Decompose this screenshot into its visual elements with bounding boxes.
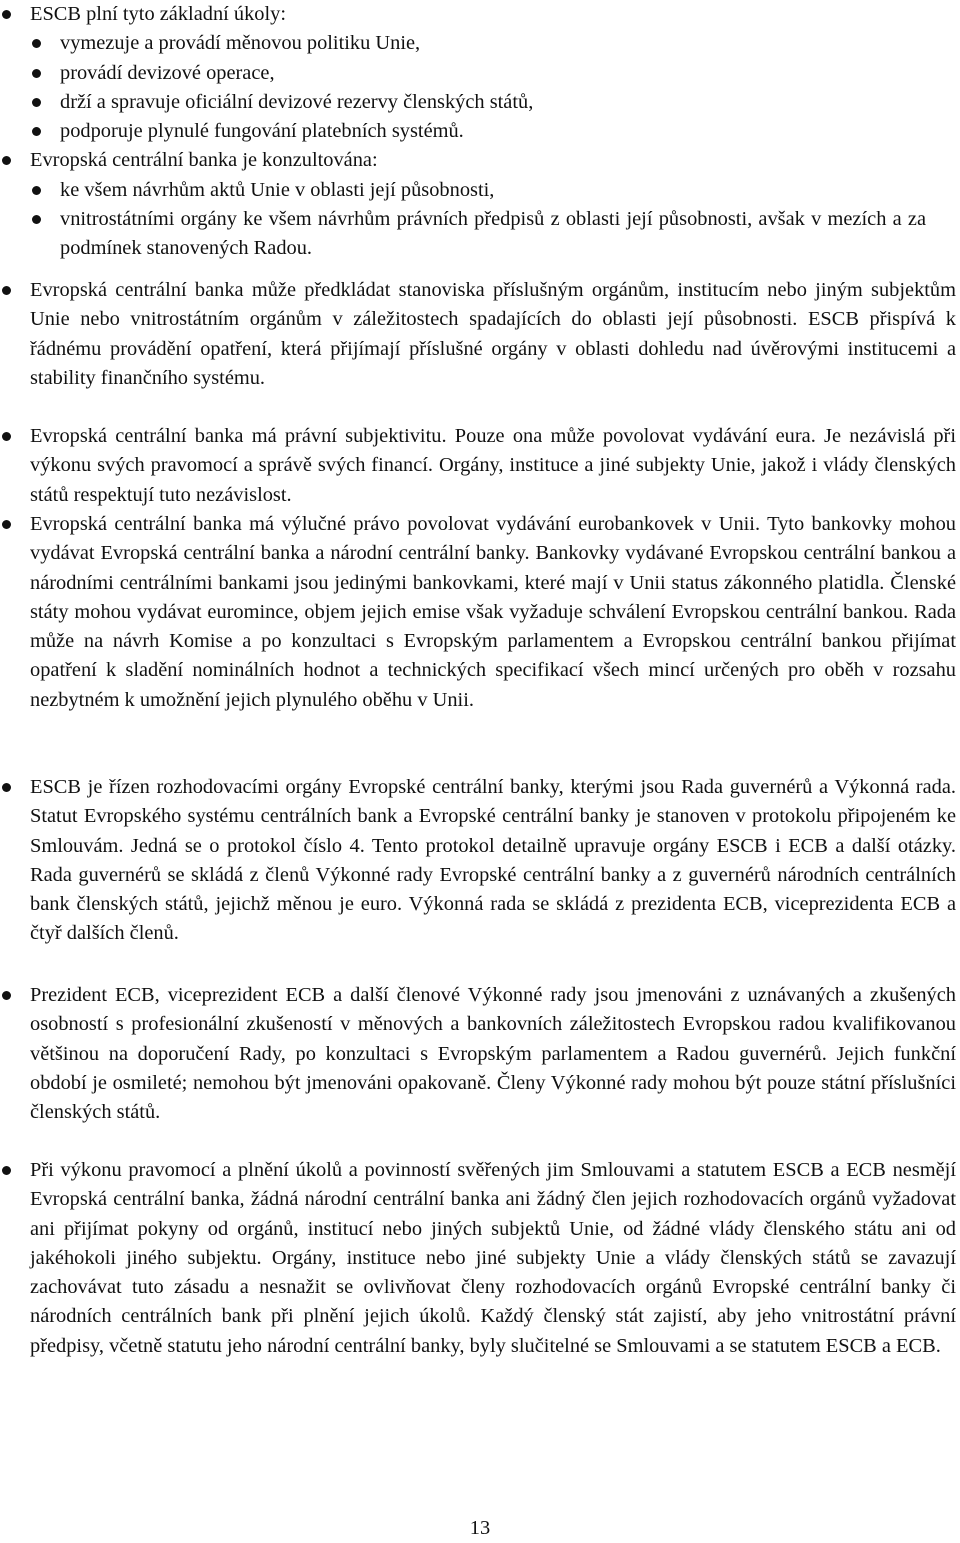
list-item-text: podporuje plynulé fungování platebních systémů. [60,120,464,142]
list-item [0,773,960,949]
bullet-icon [2,286,11,295]
list-item [0,422,960,510]
bullet-icon [2,10,11,19]
list-item-text: provádí devizové operace, [60,62,275,84]
list-item-text: Evropská centrální banka má výlučné právo povolovat vydávání eurobankovek v Unii. Tyto bankovky mohou vydávat Evropská centrální banka a národní centrální banky. Bankovky vydávané Evropskou centrální bankou a národními centrálními bankami jsou jedinými bankovkami, které mají v Unii status zákonného platidla. Členské státy mohou vydávat euromince, objem jejich emise však vyžaduje schválení Evropskou centrální bankou. Rada může na návrh Komise a po konzultaci s Evropským parlamentem a Evropskou centrální bankou přijímat opatření k sladění nominálních hodnot a technických specifikací všech mincí určených pro oběh v rozsahu nezbytném k umožnění jejich plynulého oběhu v Unii. [30,513,956,711]
list-item-text: Evropská centrální banka může předkládat stanoviska příslušným orgánům, institucím nebo jiným subjektům Unie nebo vnitrostátním orgánům v záležitostech spadajících do oblasti její působnosti. ESCB přispívá k řádnému provádění opatření, která přijímají příslušné orgány v oblasti dohledu nad úvěrovými institucemi a stability finančního systému. [30,279,956,389]
bullet-icon [2,991,11,1000]
bullet-icon [32,127,41,136]
list-item-text: ke všem návrhům aktů Unie v oblasti její působnosti, [60,179,495,201]
sub-list-item [30,59,930,88]
list-item-text: vnitrostátními orgány ke všem návrhům právních předpisů z oblasti její působnosti, avšak v mezích a za podmínek stanovených Radou. [60,208,926,260]
sub-list-item [30,176,930,205]
bullet-icon [2,783,11,792]
list-item-text: ESCB je řízen rozhodovacími orgány Evropské centrální banky, kterými jsou Rada guvernérů a Výkonná rada. Statut Evropského systému centrálních bank a Evropské centrální banky je stanoven v protokolu připojeném ke Smlouvám. Jedná se o protokol číslo 4. Tento protokol detailně upravuje orgány ESCB i ECB a další otázky. Rada guvernérů se skládá z členů Výkonné rady Evropské centrální banky a z guvernérů národních centrálních bank členských států, jejichž měnou je euro. Výkonná rada se skládá z prezidenta ECB, viceprezidenta ECB a čtyř dalších členů. [30,776,956,945]
list-item-text: drží a spravuje oficiální devizové rezervy členských států, [60,91,534,113]
list-item-text: Evropská centrální banka má právní subjektivitu. Pouze ona může povolovat vydávání eura. Je nezávislá při výkonu svých pravomocí a správě svých financí. Orgány, instituce a jiné subjekty Unie, jakož i vlády členských států respektují tuto nezávislost. [30,425,956,506]
list-item-text: Evropská centrální banka je konzultována: [30,149,378,171]
bullet-icon [2,520,11,529]
sub-list-item [30,29,930,58]
list-item [0,1156,960,1361]
list-item-text: ESCB plní tyto základní úkoly: [30,3,287,25]
bullet-icon [32,98,41,107]
bullet-icon [32,215,41,224]
sub-list-item [30,205,930,264]
bullet-icon [2,1166,11,1175]
page-number: 13 [469,1517,491,1539]
list-item [0,510,960,715]
list-item [0,0,960,29]
list-item-text: Při výkonu pravomocí a plnění úkolů a povinností svěřených jim Smlouvami a statutem ESCB a ECB nesmějí Evropská centrální banka, žádná národní centrální banka ani žádný člen jejich rozhodovacích orgánů vyžadovat ani přijímat pokyny od orgánů, institucí nebo jiných subjektů Unie, od žádné vlády členského státu ani od jakéhokoli jiného subjektu. Orgány, instituce nebo jiné subjekty Unie a vlády členských států se zavazují zachovávat tuto zásadu a nesnažit se ovlivňovat členy rozhodovacích orgánů Evropské centrální banky či národních centrálních bank při plnění jejich úkolů. Každý členský stát zajistí, aby jeho vnitrostátní právní předpisy, včetně statutu jeho národní centrální banky, byly slučitelné se Smlouvami a se statutem ESCB a ECB. [30,1159,956,1357]
sub-list-item [30,117,930,146]
list-item-text: vymezuje a provádí měnovou politiku Unie, [60,32,421,54]
bullet-icon [2,156,11,165]
list-item [0,981,960,1127]
bullet-icon [32,39,41,48]
list-item-text: Prezident ECB, viceprezident ECB a další členové Výkonné rady jsou jmenováni z uznávaných a zkušených osobností s profesionální zkušeností v měnových a bankovních záležitostech Evropskou radou kvalifikovanou většinou na doporučení Rady, po konzultaci s Evropským parlamentem a Radou guvernérů. Jejich funkční období je osmileté; nemohou být jmenováni opakovaně. Členy Výkonné rady mohou být pouze státní příslušníci členských států. [30,984,956,1124]
list-item [0,146,960,175]
bullet-icon [32,69,41,78]
sub-list-item [30,88,930,117]
list-item [0,276,960,393]
bullet-icon [2,432,11,441]
bullet-icon [32,186,41,195]
